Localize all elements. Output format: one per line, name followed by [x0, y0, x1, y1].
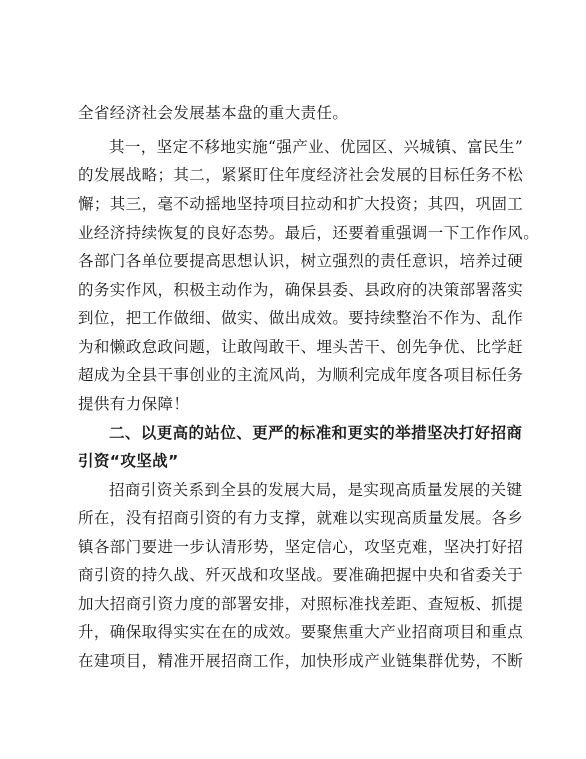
paragraph-line: 超成为全县干事创业的主流风尚，为顺利完成年度各项目标任务 [78, 366, 524, 384]
paragraph-line: 懈；其三，毫不动摇地坚持项目拉动和扩大投资；其四，巩固工 [78, 195, 524, 213]
paragraph-line: 的务实作风，积极主动作为，确保县委、县政府的决策部署落实 [78, 281, 524, 299]
section-heading-continued: 引资“攻坚战” [78, 452, 179, 470]
paragraph-line: 为和懒政怠政问题，让敢闯敢干、埋头苦干、创先争优、比学赶 [78, 338, 524, 356]
paragraph-line: 镇各部门要进一步认清形势，坚定信心，攻坚克难，坚决打好招 [78, 538, 524, 556]
paragraph-line: 加大招商引资力度的部署安排，对照标准找差距、查短板、抓提 [78, 595, 524, 613]
section-heading: 二、以更高的站位、更严的标准和更实的举措坚决打好招商 [109, 424, 523, 442]
paragraph-line: 在建项目，精准开展招商工作，加快形成产业链集群优势，不断 [78, 652, 524, 670]
paragraph-line: 招商引资关系到全县的发展大局，是实现高质量发展的关键 [109, 481, 523, 499]
paragraph-line: 所在，没有招商引资的有力支撑，就难以实现高质量发展。各乡 [78, 509, 524, 527]
paragraph-line: 其一，坚定不移地实施“强产业、优园区、兴城镇、富民生” [109, 138, 524, 156]
paragraph-line: 业经济持续恢复的良好态势。最后，还要着重强调一下工作作风。 [78, 224, 540, 242]
paragraph-line: 到位，把工作做细、做实、做出成效。要持续整治不作为、乱作 [78, 309, 524, 327]
paragraph-line: 的发展战略；其二，紧紧盯住年度经济社会发展的目标任务不松 [78, 166, 524, 184]
paragraph-line: 商引资的持久战、歼灭战和攻坚战。要准确把握中央和省委关于 [78, 566, 524, 584]
paragraph-line: 升，确保取得实实在在的成效。要聚焦重大产业招商项目和重点 [78, 623, 524, 641]
paragraph-line: 全省经济社会发展基本盘的重大责任。 [78, 104, 349, 122]
paragraph-line: 提供有力保障！ [78, 395, 190, 413]
paragraph-line: 各部门各单位要提高思想认识，树立强烈的责任意识，培养过硬 [78, 252, 524, 270]
